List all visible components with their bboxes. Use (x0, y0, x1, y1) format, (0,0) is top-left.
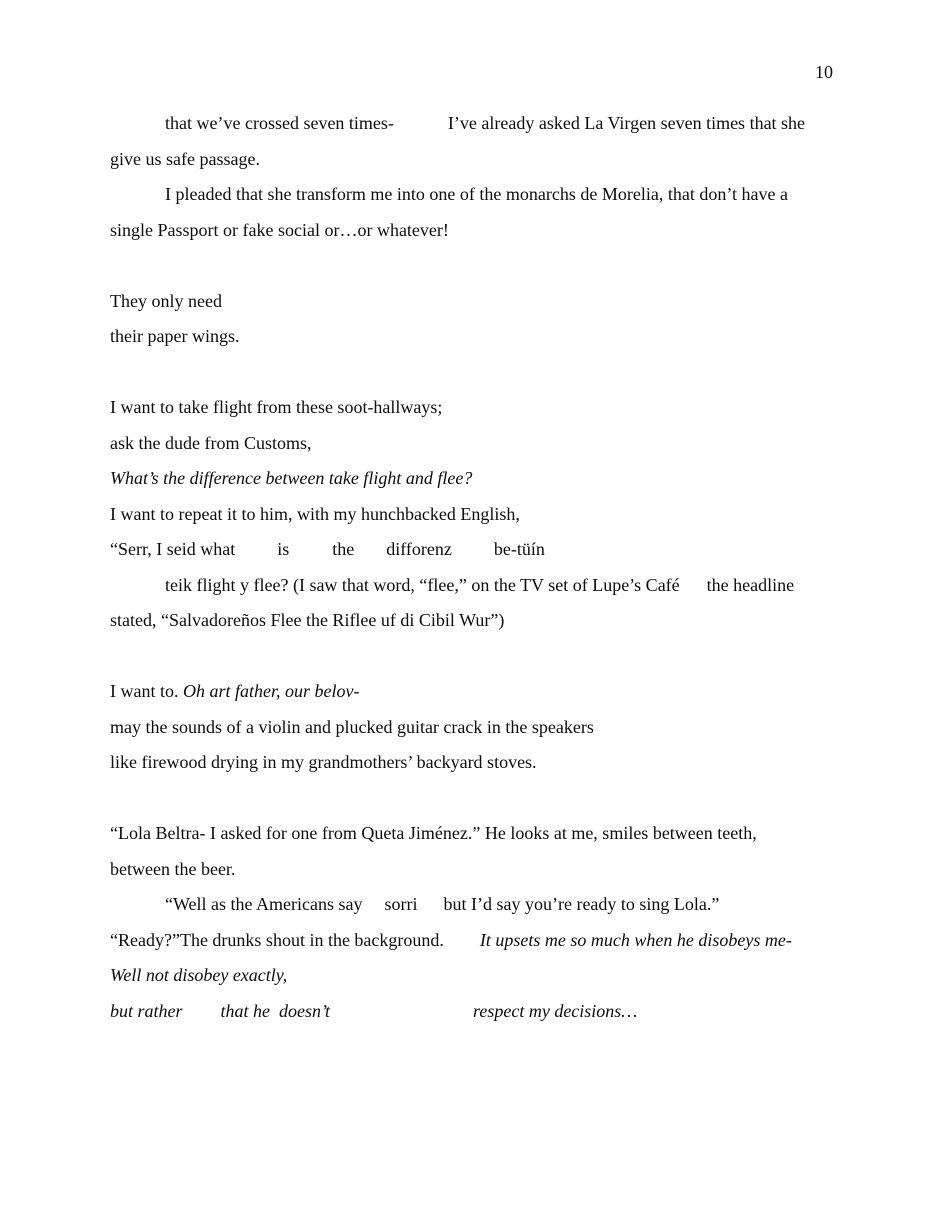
text-line (110, 319, 870, 355)
tab-gap (362, 909, 384, 910)
blank-line (110, 248, 870, 284)
text-line (110, 106, 870, 142)
text-line (110, 284, 870, 320)
text-segment: single Passport or fake social or…or whatever! (110, 219, 449, 240)
italic-text-segment: that he doesn’t (220, 1000, 331, 1021)
text-segment: may the sounds of a violin and plucked guitar crack in the speakers (110, 716, 594, 737)
tab-gap (289, 554, 332, 555)
text-line (110, 923, 870, 959)
text-line (110, 852, 870, 888)
text-line (110, 887, 870, 923)
text-segment: “Ready?”The drunks shout in the background. (110, 929, 444, 950)
tab-gap (235, 554, 277, 555)
text-segment: “Serr, I seid what (110, 539, 236, 559)
tab-gap (394, 128, 448, 129)
italic-text-segment: but rather (110, 1000, 183, 1021)
text-segment: difforenz (386, 539, 452, 559)
text-line (110, 426, 870, 462)
text-segment: stated, “Salvadoreños Flee the Riflee uf di Cibil Wur”) (110, 610, 505, 630)
text-line (110, 390, 870, 426)
text-segment: I’ve already asked La Virgen seven times that she (447, 113, 806, 133)
text-line (110, 816, 870, 852)
page-number: 10 (815, 62, 833, 82)
text-line (110, 568, 870, 604)
text-segment: They only need (110, 290, 222, 311)
text-segment: I want to take flight from these soot-hallways; (110, 397, 443, 417)
blank-line (110, 639, 870, 675)
text-line (110, 213, 870, 249)
text-segment: ask the dude from Customs, (110, 432, 312, 453)
document-body (110, 106, 870, 1029)
tab-gap (680, 590, 707, 591)
tab-gap (444, 945, 480, 946)
text-segment: I want to. (110, 681, 183, 701)
text-line (110, 532, 870, 568)
tab-gap (452, 554, 494, 555)
text-segment: between the beer. (110, 858, 236, 879)
italic-text-segment: What’s the difference between take flight and flee? (110, 468, 473, 488)
text-line (110, 710, 870, 746)
italic-text-segment: It upsets me so much when he disobeys me- (479, 929, 792, 950)
italic-text-segment: Oh art father, our belov- (182, 681, 360, 701)
text-segment: is (277, 539, 290, 559)
text-segment: I want to repeat it to him, with my hunchbacked English, (110, 503, 520, 524)
text-line (110, 177, 870, 213)
tab-gap (330, 1016, 473, 1017)
text-segment: but I’d say you’re ready to sing Lola.” (443, 894, 720, 914)
italic-text-segment: Well not disobey exactly, (110, 965, 288, 985)
text-segment: the (332, 539, 355, 559)
text-segment: “Well as the Americans say (165, 894, 363, 914)
text-line (110, 994, 870, 1030)
text-segment: like firewood drying in my grandmothers’ backyard stoves. (110, 752, 537, 772)
text-line (110, 603, 870, 639)
text-segment: “Lola Beltra- I asked for one from Queta Jiménez.” He looks at me, smiles between teeth, (110, 823, 757, 843)
text-segment: their paper wings. (110, 326, 240, 346)
tab-gap (417, 909, 443, 910)
text-segment: the headline (706, 574, 795, 595)
text-line (110, 142, 870, 178)
text-segment: I pleaded that she transform me into one of the monarchs de Morelia, that don’t have a (165, 184, 788, 204)
text-line (110, 674, 870, 710)
text-segment: that we’ve crossed seven times- (165, 113, 394, 133)
text-line (110, 745, 870, 781)
blank-line (110, 781, 870, 817)
text-segment: sorri (384, 894, 418, 914)
blank-line (110, 355, 870, 391)
text-segment: give us safe passage. (110, 148, 260, 169)
text-segment: teik flight y flee? (I saw that word, “flee,” on the TV set of Lupe’s Café (165, 574, 680, 595)
tab-gap (183, 1016, 221, 1017)
text-line (110, 958, 870, 994)
italic-text-segment: respect my decisions… (473, 1000, 638, 1021)
tab-gap (354, 554, 386, 555)
text-line (110, 497, 870, 533)
text-segment: be-tüín (493, 539, 545, 559)
text-line (110, 461, 870, 497)
